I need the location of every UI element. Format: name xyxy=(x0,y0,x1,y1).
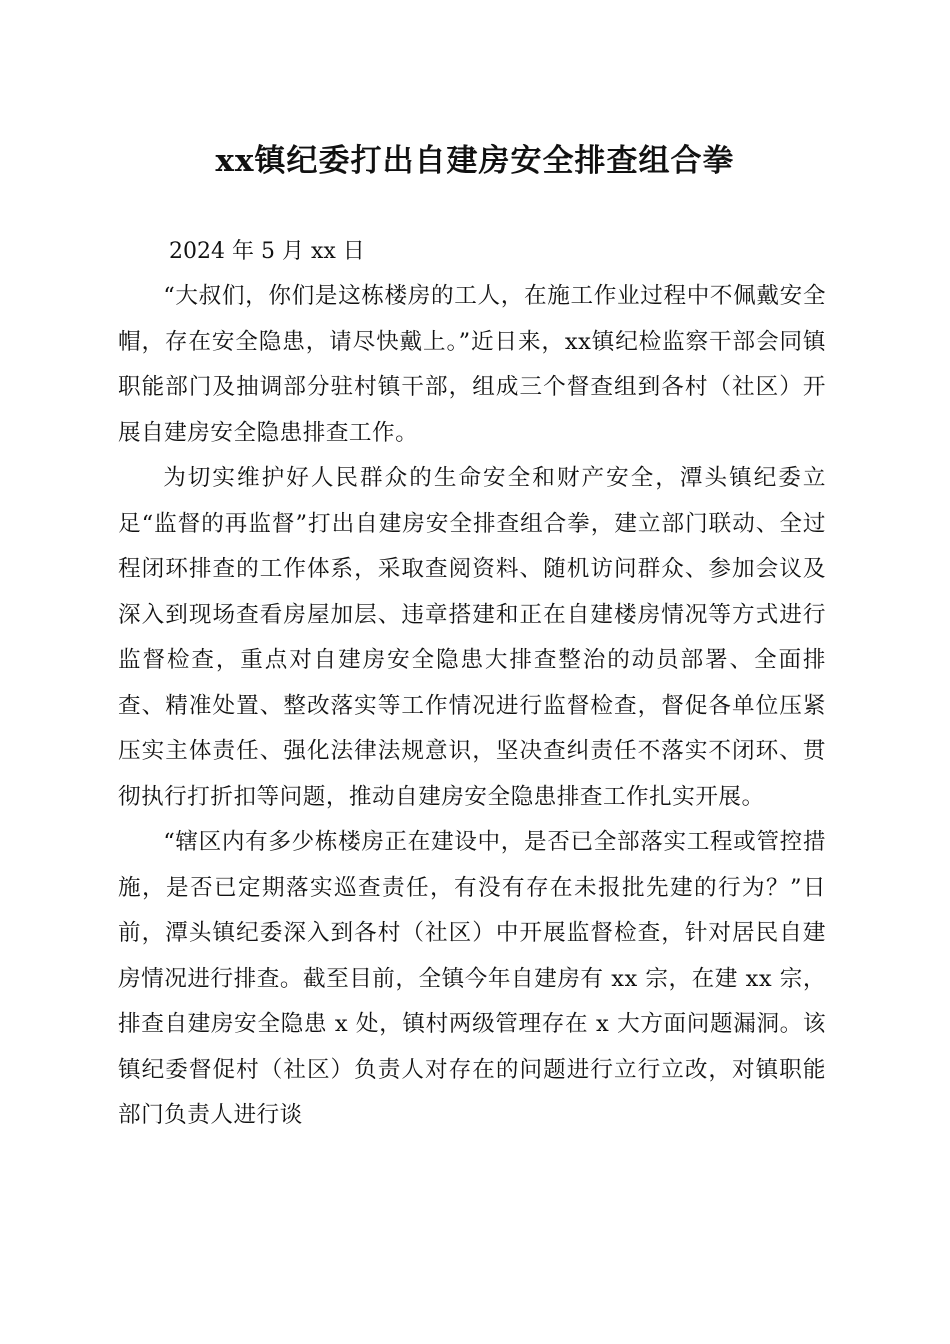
paragraph: “辖区内有多少栋楼房正在建设中，是否已全部落实工程或管控措施，是否已定期落实巡查责任，有没有存在未报批先建的行为？”日前，潭头镇纪委深入到各村（社区）中开展监督检查，针对居民自建房情况进行排查。截至目前，全镇今年自建房有 xx 宗，在建 xx 宗，排查自建房安全隐患 x 处，镇村两级管理存在 x 大方面问题漏洞。该镇纪委督促村（社区）负责人对存在的问题进行立行立改，对镇职能部门负责人进行谈 xyxy=(118,829,826,1128)
paragraph: “大叔们，你们是这栋楼房的工人，在施工作业过程中不佩戴安全帽，存在安全隐患，请尽快戴上。”近日来，xx镇纪检监察干部会同镇职能部门及抽调部分驻村镇干部，组成三个督查组到各村（社区）开展自建房安全隐患排查工作。 xyxy=(118,283,826,446)
document-title: xx镇纪委打出自建房安全排查组合拳 xyxy=(215,143,735,179)
document-body xyxy=(118,274,826,1139)
document-date: 2024 年 5 月 xx 日 xyxy=(169,239,365,264)
paragraph: 为切实维护好人民群众的生命安全和财产安全，潭头镇纪委立足“监督的再监督”打出自建房安全排查组合拳，建立部门联动、全过程闭环排查的工作体系，采取查阅资料、随机访问群众、参加会议及深入到现场查看房屋加层、违章搭建和正在自建楼房情况等方式进行监督检查，重点对自建房安全隐患大排查整治的动员部署、全面排查、精准处置、整改落实等工作情况进行监督检查，督促各单位压紧压实主体责任、强化法律法规意识，坚决查纠责任不落实不闭环、贯彻执行打折扣等问题，推动自建房安全隐患排查工作扎实开展。 xyxy=(118,465,826,810)
